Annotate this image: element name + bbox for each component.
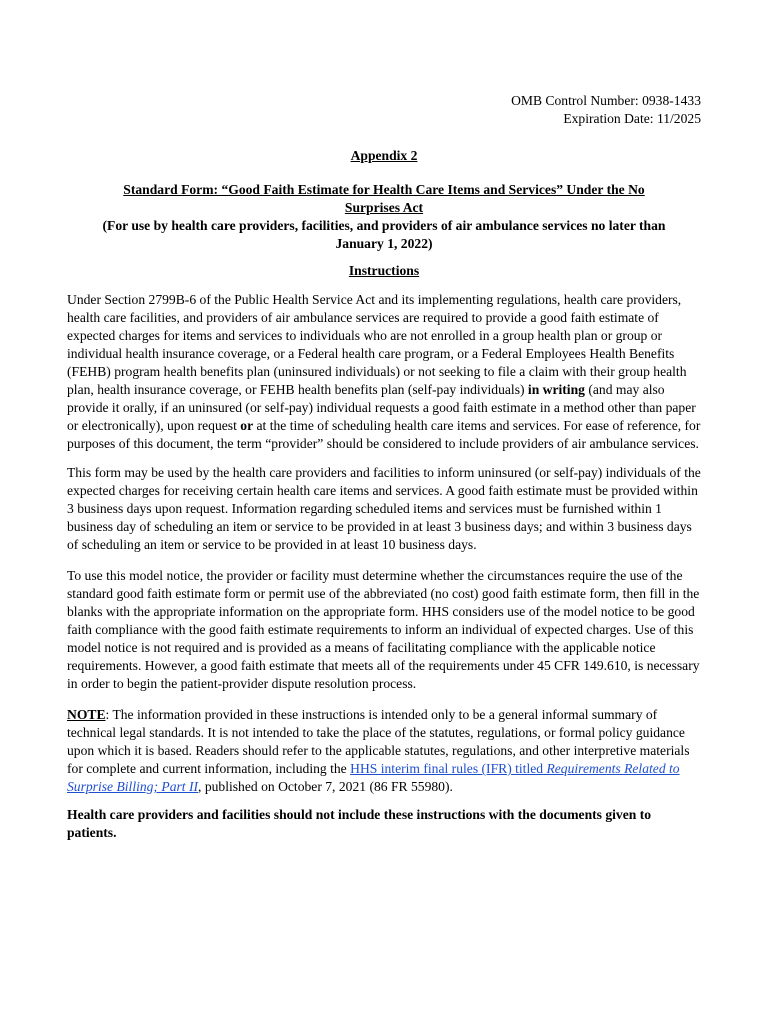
note-label: NOTE — [67, 707, 106, 722]
document-page — [67, 92, 701, 842]
omb-header — [67, 92, 701, 128]
p1-text-b: (and may also provide it orally, if an uninsured (or self-pay) individual requests a good faith estimate in a method other than paper or electronically), upon request — [67, 382, 696, 433]
instructions-heading: Instructions — [348, 263, 420, 278]
standard-form-title-line1: Standard Form: “Good Faith Estimate for Health Care Items and Services” Under the No — [123, 182, 645, 197]
hhs-ifr-link-text: HHS interim final rules (IFR) titled — [350, 761, 547, 776]
usage-note-line1: (For use by health care providers, facilities, and providers of air ambulance services no later than — [102, 218, 666, 233]
note-text-a: : The information provided in these instructions is intended only to be a general informal summary of technical legal standards. It is not intended to take the place of the statutes, regulations, or formal policy guidance upon which it is based. Readers should refer to the applicable statutes, regulations, and other interpretive materials for complete and current information, including the — [67, 707, 690, 776]
omb-control-number: OMB Control Number: 0938-1433 — [511, 93, 701, 108]
p1-bold-in-writing: in writing — [527, 382, 585, 397]
p1-text-c: at the time of scheduling health care items and services. For ease of reference, for purposes of this document, the term “provider” should be considered to include providers of air ambulance services. — [67, 418, 701, 451]
p1-bold-or: or — [240, 418, 254, 433]
paragraph-model-notice: To use this model notice, the provider or facility must determine whether the circumstances require the use of the standard good faith estimate form or permit use of the abbreviated (no cost) good faith estimate form, then fill in the blanks with the appropriate information on the appropriate form. HHS considers use of the model notice to be good faith compliance with the good faith estimate requirements to inform an individual of expected charges. Use of this model notice is not required and is provided as a means of facilitating compliance with the applicable notice requirements. However, a good faith estimate that meets all of the requirements under 45 CFR 149.610, is necessary in order to begin the patient-provider dispute resolution process. — [67, 568, 700, 691]
standard-form-title-line2: Surprises Act — [344, 200, 424, 215]
hhs-ifr-link-italic: Requirements Related to Surprise Billing; Part II — [67, 761, 680, 794]
paragraph-final-warning: Health care providers and facilities should not include these instructions with the documents given to patients. — [67, 807, 652, 840]
note-text-b: , published on October 7, 2021 (86 FR 55980). — [198, 779, 453, 794]
usage-note-line2: January 1, 2022) — [335, 236, 433, 251]
paragraph-form-usage: This form may be used by the health care providers and facilities to inform uninsured (or self-pay) individuals of the expected charges for receiving certain health care items and services. A good faith estimate must be provided within 3 business days upon request. Information regarding scheduled items and services must be furnished within 1 business day of scheduling an item or service to be provided in at least 3 business days; and within 3 business days of scheduling an item or service to be provided in at least 10 business days. — [67, 465, 701, 552]
appendix-title: Appendix 2 — [350, 148, 418, 163]
standard-form-title — [67, 181, 701, 253]
paragraph-note — [67, 706, 701, 796]
expiration-date: Expiration Date: 11/2025 — [563, 111, 701, 126]
p1-text-a: Under Section 2799B-6 of the Public Health Service Act and its implementing regulations, health care providers, health care facilities, and providers of air ambulance services are required to provide a good faith estimate of expected charges for items and services to individuals who are not enrolled in a group health plan or group or individual health insurance coverage, or a Federal health care program, or a Federal Employees Health Benefits (FEHB) program health benefits plan (uninsured individuals) or not seeking to file a claim with their group health plan, health insurance coverage, or FEHB health benefits plan (self-pay individuals) — [67, 292, 687, 397]
paragraph-section-2799b6 — [67, 291, 701, 453]
